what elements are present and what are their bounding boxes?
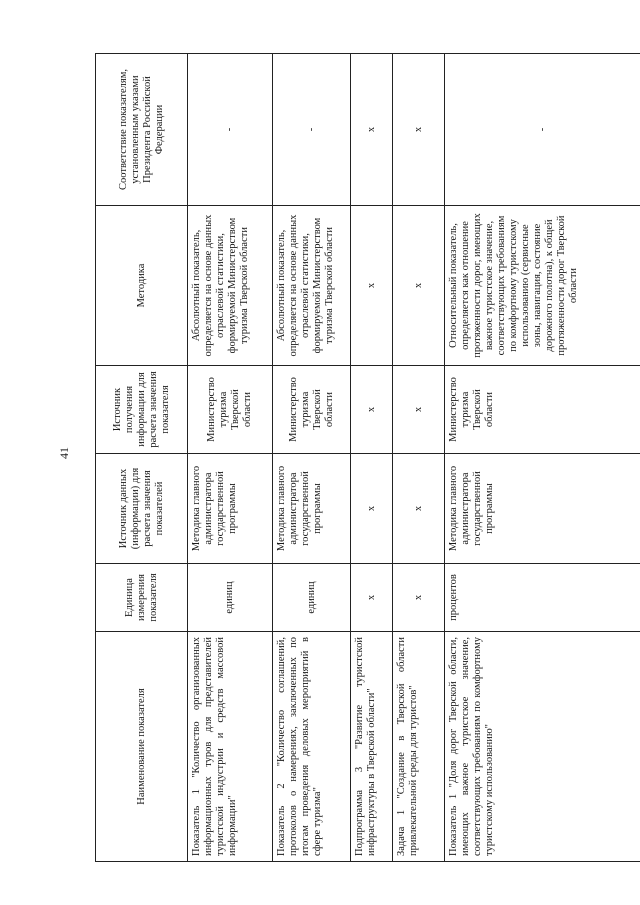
header-unit: Единица измерения показателя	[96, 564, 188, 632]
indicator-name: Задача 1 "Создание в Тверской области привлекательной среды для туристов"	[393, 632, 445, 862]
unit: единиц	[273, 564, 351, 632]
unit: х	[393, 564, 445, 632]
unit: процентов	[445, 564, 640, 632]
method: Абсолютный показатель, определяется на основе данных отраслевой статистики, формируемой Министерством туризма Тверской области	[273, 206, 351, 366]
info-source: х	[351, 366, 393, 454]
table-row	[351, 54, 393, 862]
compliance: -	[188, 54, 273, 206]
indicator-name: Подпрограмма 3 "Развитие туристской инфраструктуры в Тверской области"	[351, 632, 393, 862]
data-source: Методика главного администратора государственной программы	[445, 454, 640, 564]
data-source: Методика главного администратора государственной программы	[188, 454, 273, 564]
method: Относительный показатель, определяется как отношение протяженности дорог, имеющих важное туристское значение, соответствующих требованиям по комфортному туристскому использованию (сервисные зоны, навигация, состояние дорожного полотна), к общей протяженности дорог Тверской области	[445, 206, 640, 366]
info-source: Министерство туризма Тверской области	[188, 366, 273, 454]
info-source: Министерство туризма Тверской области	[445, 366, 640, 454]
unit: х	[351, 564, 393, 632]
indicator-name: Показатель 2 "Количество соглашений, протоколов о намерениях, заключенных по итогам проведения деловых мероприятий в сфере туризма"	[273, 632, 351, 862]
data-source: Методика главного администратора государственной программы	[273, 454, 351, 564]
table-header-row	[96, 54, 188, 862]
header-data-source: Источник данных (информации) для расчета значения показателей	[96, 454, 188, 564]
compliance: х	[393, 54, 445, 206]
table-row	[188, 54, 273, 862]
method: Абсолютный показатель, определяется на основе данных отраслевой статистики, формируемой Министерством туризма Тверской области	[188, 206, 273, 366]
rotated-table-container	[95, 54, 640, 862]
info-source: х	[393, 366, 445, 454]
compliance: х	[351, 54, 393, 206]
table-row	[393, 54, 445, 862]
indicator-name: Показатель 1 "Доля дорог Тверской области, имеющих важное туристское значение, соответствующих требованиям по комфортному туристскому использованию"	[445, 632, 640, 862]
method: х	[351, 206, 393, 366]
header-indicator-name: Наименование показателя	[96, 632, 188, 862]
table-row	[273, 54, 351, 862]
header-info-source: Источник получения информации для расчета значения показателя	[96, 366, 188, 454]
page-number: 41	[57, 447, 71, 459]
compliance: -	[445, 54, 640, 206]
compliance: -	[273, 54, 351, 206]
info-source: Министерство туризма Тверской области	[273, 366, 351, 454]
table-row	[445, 54, 640, 862]
method: х	[393, 206, 445, 366]
header-compliance: Соответствие показателям, установленным указами Президента Российской Федерации	[96, 54, 188, 206]
header-method: Методика	[96, 206, 188, 366]
data-source: х	[393, 454, 445, 564]
data-source: х	[351, 454, 393, 564]
unit: единиц	[188, 564, 273, 632]
indicator-name: Показатель 1 "Количество организованных информационных туров для представителей туристской индустрии и средств массовой информации"	[188, 632, 273, 862]
indicators-table	[95, 53, 640, 862]
